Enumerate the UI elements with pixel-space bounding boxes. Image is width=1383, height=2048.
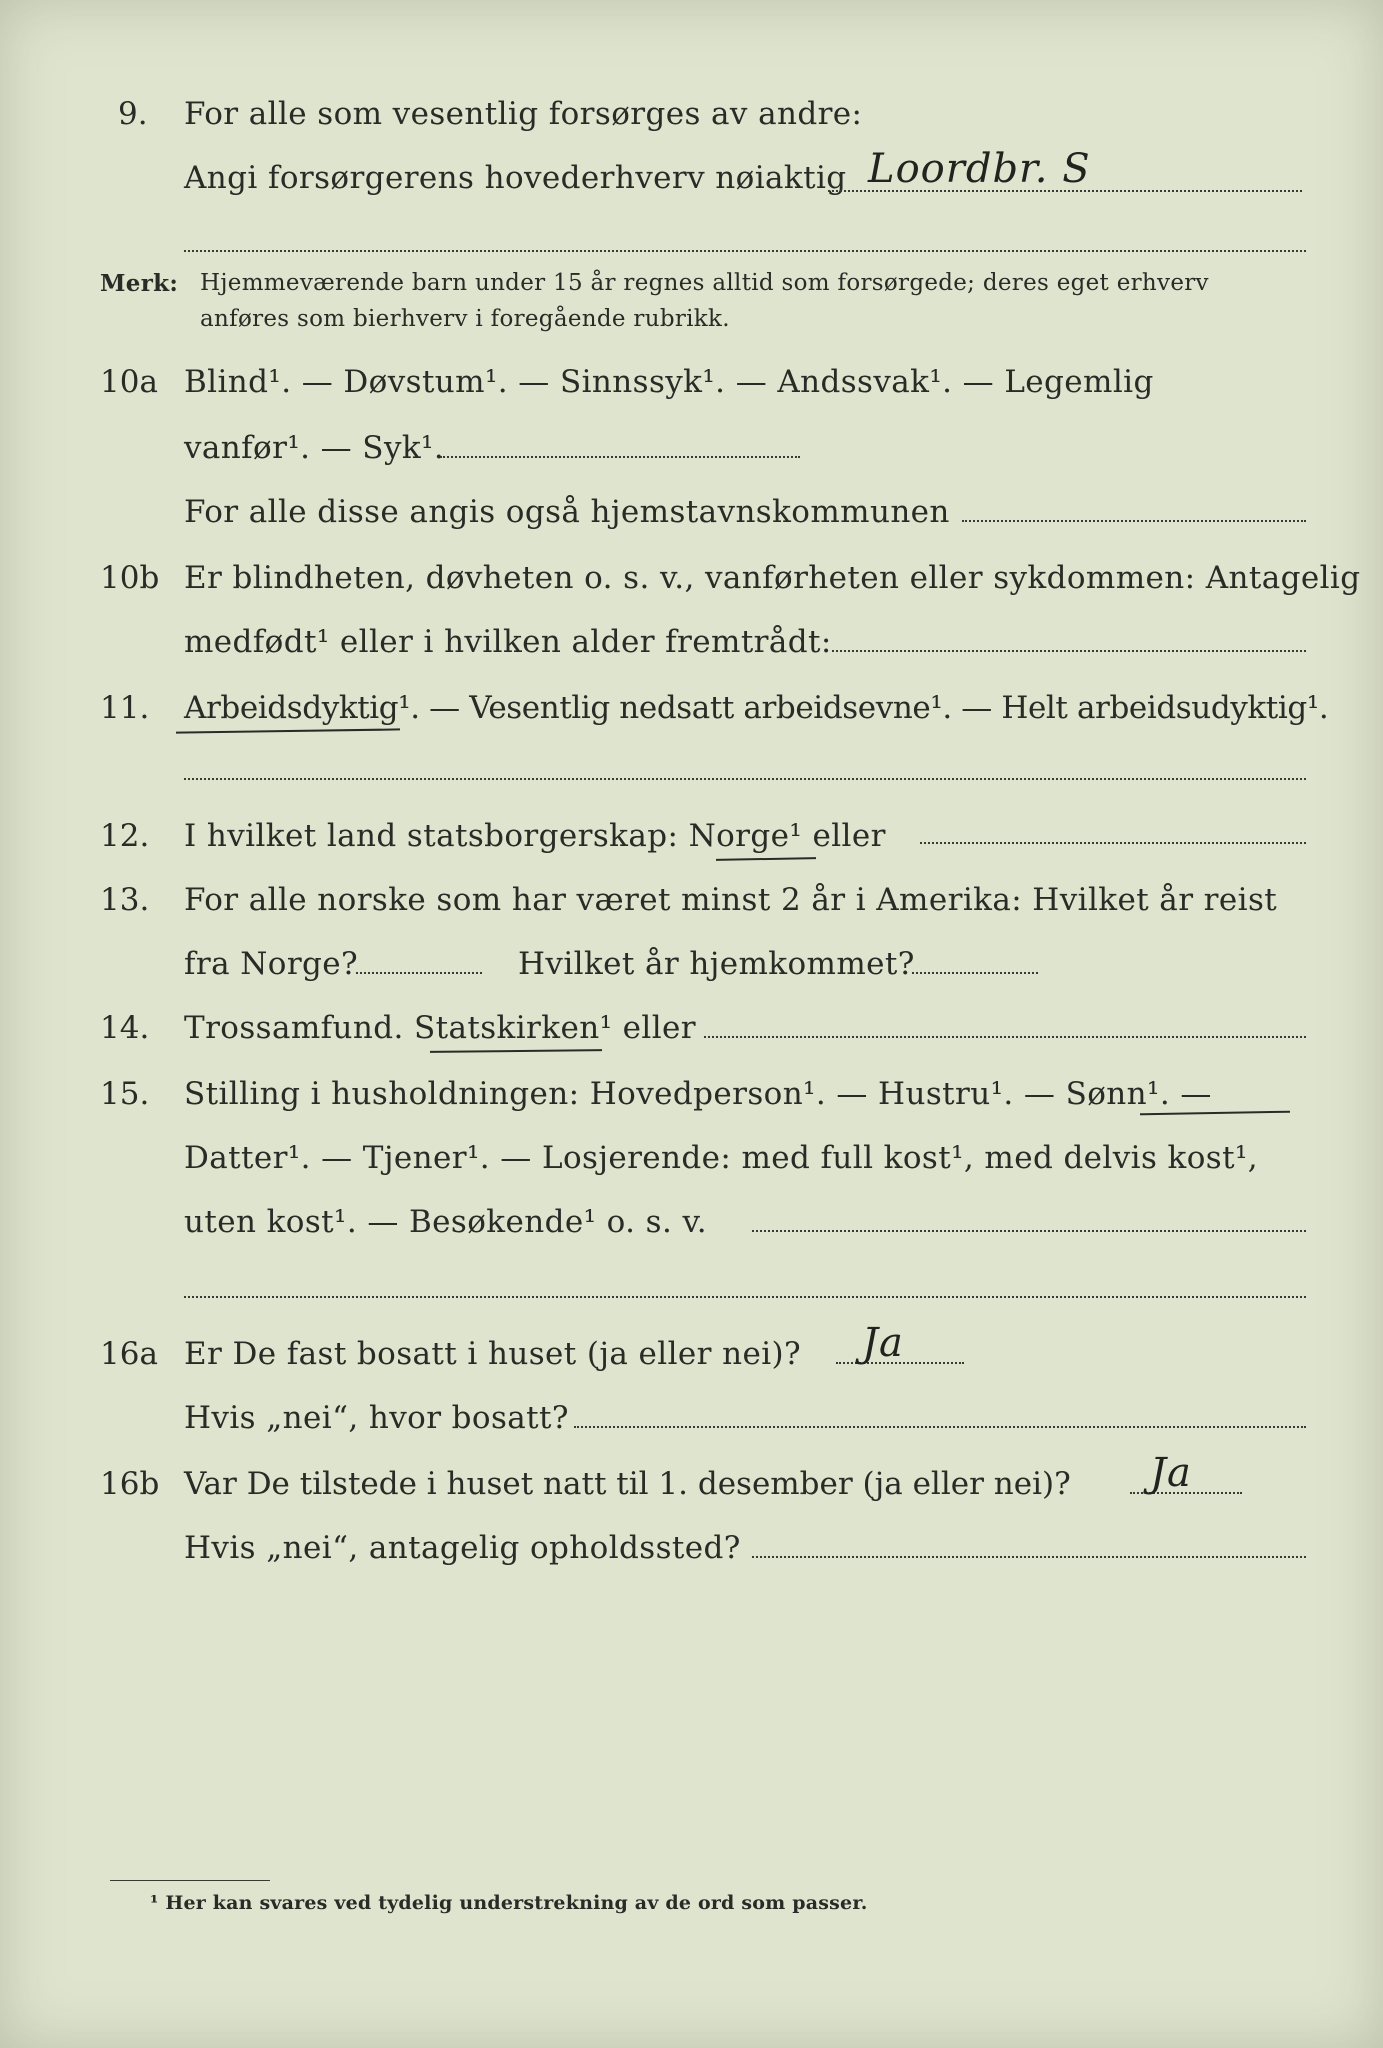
q9-line1: For alle som vesentlig forsørges av andre: [184,96,863,132]
q11-extra-line [184,778,1306,780]
q13-line2a: fra Norge? [184,946,359,982]
q16b-opholdssted-line [752,1556,1306,1558]
q10b-line2: medfødt¹ eller i hvilken alder fremtrådt: [184,624,832,660]
q16a-line2: Hvis „nei“, hvor bosatt? [184,1400,569,1436]
q16b-line2: Hvis „nei“, antagelig opholdssted? [184,1530,741,1566]
q16a-line1: Er De fast bosatt i huset (ja eller nei)? [184,1336,802,1372]
item-number-16b: 16b [100,1466,160,1502]
q15-line1: Stilling i husholdningen: Hovedperson¹. — Hustru¹. — Sønn¹. — [184,1076,1212,1112]
q11-text: Arbeidsdyktig¹. — Vesentlig nedsatt arbeidsevne¹. — Helt arbeidsudyktig¹. [184,690,1329,726]
q12-answer-line [920,842,1306,844]
q11-handwritten-underline[interactable] [176,728,400,733]
item-number-11: 11. [100,690,150,726]
footnote-text: ¹ Her kan svares ved tydelig understrekning av de ord som passer. [150,1892,868,1914]
q10a-syk-line [440,456,800,458]
q15-line2: Datter¹. — Tjener¹. — Losjerende: med full kost¹, med delvis kost¹, [184,1140,1259,1176]
q15-answer-line [752,1230,1306,1232]
q14-handwritten-underline[interactable] [430,1049,602,1053]
q16a-handwritten-answer[interactable]: Ja [862,1320,904,1366]
item-number-12: 12. [100,818,150,854]
q9-extra-line [184,250,1306,252]
q13-line2b: Hvilket år hjemkommet? [518,946,915,982]
q9-handwritten-answer[interactable]: Loordbr. S [868,146,1091,192]
q15-extra-line [184,1296,1306,1298]
q16b-line1: Var De tilstede i huset natt til 1. desember (ja eller nei)? [184,1466,1071,1502]
item-number-9: 9. [118,96,148,132]
item-number-10a: 10a [100,364,158,400]
q16b-handwritten-answer[interactable]: Ja [1150,1450,1192,1496]
footnote-rule [110,1880,270,1881]
item-number-10b: 10b [100,560,160,596]
q10a-hjemstavn-line [962,520,1306,522]
q15-line3: uten kost¹. — Besøkende¹ o. s. v. [184,1204,707,1240]
q16a-bosatt-line [574,1426,1306,1428]
item-number-15: 15. [100,1076,150,1112]
q9-line2: Angi forsørgerens hovederhverv nøiaktig [184,160,847,196]
q10b-answer-line [832,650,1306,652]
q14-answer-line [704,1036,1306,1038]
q13-line1: For alle norske som har været minst 2 år i Amerika: Hvilket år reist [184,882,1278,918]
merk-line2: anføres som bierhverv i foregående rubrikk. [200,306,730,332]
q10a-line2: vanfør¹. — Syk¹. [184,430,445,466]
q10a-line1: Blind¹. — Døvstum¹. — Sinnssyk¹. — Andssvak¹. — Legemlig [184,364,1154,400]
q10b-line1: Er blindheten, døvheten o. s. v., vanførheten eller sykdommen: Antagelig [184,560,1361,596]
item-number-16a: 16a [100,1336,158,1372]
q12-text: I hvilket land statsborgerskap: Norge¹ eller [184,818,886,854]
q13-reist-line [356,972,482,974]
item-number-14: 14. [100,1010,150,1046]
item-number-13: 13. [100,882,150,918]
q13-hjemkommet-line [912,972,1038,974]
q10a-line3: For alle disse angis også hjemstavnskommunen [184,494,950,530]
merk-line1: Hjemmeværende barn under 15 år regnes alltid som forsørgede; deres eget erhverv [200,270,1209,296]
merk-label: Merk: [100,270,179,297]
q12-handwritten-underline[interactable] [716,857,816,861]
q14-text: Trossamfund. Statskirken¹ eller [184,1010,696,1046]
